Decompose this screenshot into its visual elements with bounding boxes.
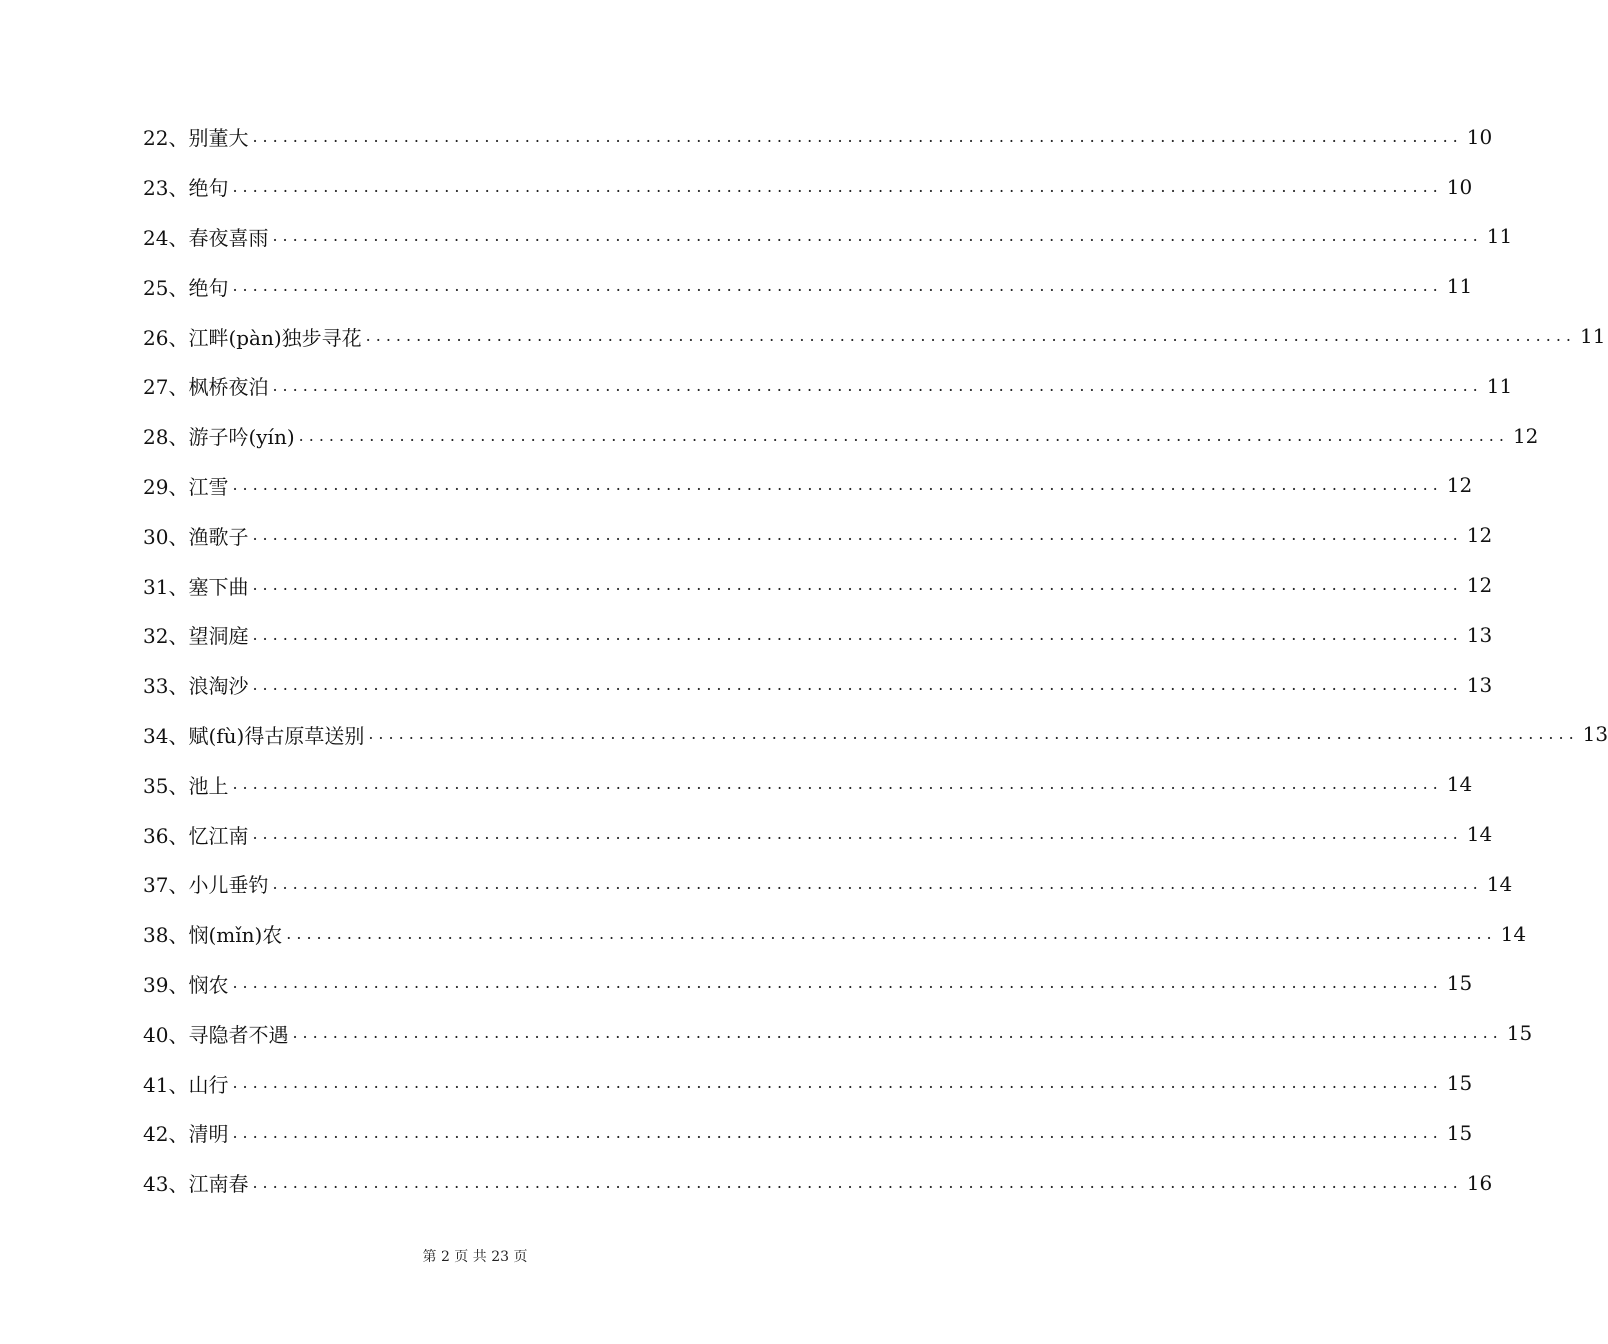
- toc-entry-title: 33、浪淘沙: [143, 674, 249, 699]
- toc-entry-page-number: 15: [1446, 1120, 1473, 1145]
- toc-dot-leader: ........................................................................................................................: [272, 873, 1483, 893]
- toc-entry[interactable]: [143, 909, 1527, 959]
- toc-dot-leader: ........................................................................................................................: [252, 525, 1463, 545]
- toc-entry[interactable]: [143, 759, 1473, 809]
- toc-entry-page-number: 12: [1512, 423, 1539, 448]
- toc-entry-page-number: 11: [1486, 373, 1513, 398]
- toc-entry[interactable]: [143, 809, 1493, 859]
- toc-entry-page-number: 14: [1500, 921, 1527, 946]
- toc-entry-page-number: 14: [1446, 772, 1473, 797]
- toc-entry[interactable]: [143, 311, 1606, 361]
- toc-dot-leader: ........................................................................................................................: [232, 475, 1443, 495]
- toc-entry-page-number: 12: [1446, 473, 1473, 498]
- toc-entry-title: 32、望洞庭: [143, 624, 249, 649]
- toc-entry[interactable]: [143, 710, 1608, 760]
- toc-entry-page-number: 15: [1446, 1071, 1473, 1096]
- toc-dot-leader: ........................................................................................................................: [286, 923, 1497, 943]
- toc-entry[interactable]: [143, 361, 1513, 411]
- toc-entry[interactable]: [143, 461, 1473, 511]
- toc-entry[interactable]: [143, 660, 1493, 710]
- toc-entry[interactable]: [143, 859, 1513, 909]
- toc-dot-leader: ........................................................................................................................: [365, 326, 1576, 346]
- toc-dot-leader: ........................................................................................................................: [232, 276, 1443, 296]
- toc-entry-page-number: 14: [1466, 822, 1493, 847]
- table-of-contents: [143, 112, 1608, 1208]
- toc-entry[interactable]: [143, 1008, 1533, 1058]
- toc-dot-leader: ........................................................................................................................: [252, 126, 1463, 146]
- toc-entry-page-number: 16: [1466, 1170, 1493, 1195]
- toc-dot-leader: ........................................................................................................................: [298, 425, 1509, 445]
- toc-dot-leader: ........................................................................................................................: [252, 824, 1463, 844]
- toc-entry-page-number: 13: [1466, 672, 1493, 697]
- toc-dot-leader: ........................................................................................................................: [232, 973, 1443, 993]
- toc-dot-leader: ........................................................................................................................: [232, 1122, 1443, 1142]
- toc-entry-page-number: 15: [1446, 971, 1473, 996]
- toc-dot-leader: ........................................................................................................................: [368, 724, 1579, 744]
- toc-entry[interactable]: [143, 610, 1493, 660]
- toc-dot-leader: ........................................................................................................................: [252, 575, 1463, 595]
- toc-entry-title: 27、枫桥夜泊: [143, 375, 269, 400]
- toc-entry-title: 34、赋(fù)得古原草送别: [143, 723, 365, 748]
- toc-entry-title: 40、寻隐者不遇: [143, 1022, 289, 1047]
- toc-entry-page-number: 10: [1446, 174, 1473, 199]
- toc-dot-leader: ........................................................................................................................: [232, 774, 1443, 794]
- toc-entry-page-number: 14: [1486, 871, 1513, 896]
- toc-dot-leader: ........................................................................................................................: [272, 375, 1483, 395]
- toc-dot-leader: ........................................................................................................................: [252, 674, 1463, 694]
- toc-entry-title: 29、江雪: [143, 474, 229, 499]
- toc-entry-title: 31、塞下曲: [143, 574, 249, 599]
- toc-dot-leader: ........................................................................................................................: [232, 176, 1443, 196]
- toc-entry-page-number: 11: [1486, 224, 1513, 249]
- toc-dot-leader: ........................................................................................................................: [252, 1172, 1463, 1192]
- toc-entry-title: 23、绝句: [143, 176, 229, 201]
- toc-entry-page-number: 11: [1446, 274, 1473, 299]
- toc-entry[interactable]: [143, 411, 1539, 461]
- toc-entry-page-number: 10: [1466, 124, 1493, 149]
- toc-entry-title: 38、悯(mǐn)农: [143, 923, 283, 948]
- toc-entry-page-number: 13: [1582, 722, 1608, 747]
- toc-entry-page-number: 12: [1466, 523, 1493, 548]
- toc-entry-title: 25、绝句: [143, 275, 229, 300]
- toc-entry[interactable]: [143, 560, 1493, 610]
- toc-entry-title: 36、忆江南: [143, 823, 249, 848]
- toc-entry[interactable]: [143, 261, 1473, 311]
- toc-dot-leader: ........................................................................................................................: [252, 624, 1463, 644]
- toc-entry[interactable]: [143, 162, 1473, 212]
- toc-entry[interactable]: [143, 212, 1513, 262]
- toc-entry-title: 30、渔歌子: [143, 524, 249, 549]
- toc-entry-page-number: 13: [1466, 622, 1493, 647]
- toc-entry[interactable]: [143, 510, 1493, 560]
- toc-entry-title: 37、小儿垂钓: [143, 873, 269, 898]
- toc-entry-title: 28、游子吟(yín): [143, 425, 295, 450]
- toc-dot-leader: ........................................................................................................................: [272, 226, 1483, 246]
- toc-entry-page-number: 15: [1506, 1021, 1533, 1046]
- toc-entry-title: 41、山行: [143, 1072, 229, 1097]
- toc-entry-title: 35、池上: [143, 773, 229, 798]
- toc-entry-title: 26、江畔(pàn)独步寻花: [143, 325, 362, 350]
- toc-dot-leader: ........................................................................................................................: [232, 1073, 1443, 1093]
- toc-entry-title: 22、别董大: [143, 126, 249, 151]
- toc-entry[interactable]: [143, 1108, 1473, 1158]
- toc-entry-page-number: 11: [1579, 324, 1606, 349]
- toc-entry[interactable]: [143, 1158, 1493, 1208]
- toc-entry-title: 43、江南春: [143, 1172, 249, 1197]
- toc-entry[interactable]: [143, 1058, 1473, 1108]
- toc-entry-page-number: 12: [1466, 573, 1493, 598]
- page-footer: 第 2 页 共 23 页: [422, 1249, 528, 1265]
- toc-entry-title: 24、春夜喜雨: [143, 225, 269, 250]
- toc-dot-leader: ........................................................................................................................: [292, 1023, 1503, 1043]
- toc-entry[interactable]: [143, 959, 1473, 1009]
- toc-entry[interactable]: [143, 112, 1493, 162]
- toc-entry-title: 39、悯农: [143, 972, 229, 997]
- toc-entry-title: 42、清明: [143, 1122, 229, 1147]
